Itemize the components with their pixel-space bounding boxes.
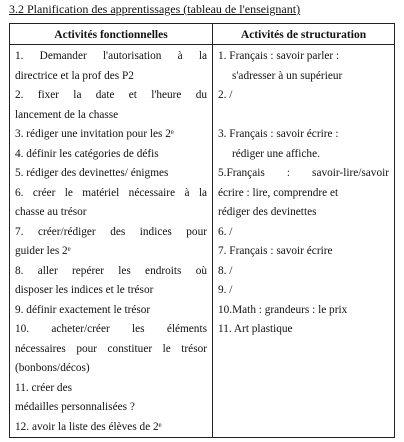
item-line: lancement de la chasse bbox=[15, 108, 119, 121]
list-item bbox=[15, 86, 207, 125]
item-line: 3. Français : savoir écrire : bbox=[218, 128, 339, 140]
column-header-functional: Activités fonctionnelles bbox=[10, 24, 213, 45]
list-item bbox=[15, 301, 207, 321]
item-line: guider les 2ᵉ bbox=[15, 245, 71, 257]
item-line: 3. rédiger une invitation pour les 2ᵉ bbox=[15, 128, 174, 140]
list-item bbox=[15, 223, 207, 262]
list-item bbox=[15, 262, 207, 301]
item-line: 9. définir exactement le trésor bbox=[15, 303, 151, 316]
item-line: chasse au trésor bbox=[15, 206, 87, 218]
item-line: disposer les indices et le trésor bbox=[15, 284, 154, 296]
item-line: 5. rédiger des devinettes/ énigmes bbox=[15, 167, 169, 179]
item-line: directrice et la prof des P2 bbox=[15, 69, 134, 82]
item-line: nécessaires pour constituer le trésor bbox=[15, 342, 207, 355]
item-line: 12. avoir la liste des élèves de 2ᵉ bbox=[15, 420, 162, 433]
list-item bbox=[15, 125, 207, 145]
item-line: 10.Math : grandeurs : le prix bbox=[218, 303, 348, 316]
item-line: 7. Français : savoir écrire bbox=[218, 245, 333, 257]
table-header-row bbox=[10, 24, 395, 45]
list-item bbox=[218, 281, 389, 301]
item-line: 2. / bbox=[218, 89, 233, 101]
item-line: 8. aller repérer les endroits où bbox=[15, 264, 207, 277]
list-item bbox=[15, 184, 207, 223]
item-line: 4. définir les catégories de défis bbox=[15, 147, 159, 160]
item-line: 8. / bbox=[218, 264, 233, 277]
page-title: 3.2 Planification des apprentissages (tableau de l'enseignant) bbox=[9, 2, 301, 16]
item-line: 7. créer/rédiger des indices pour bbox=[15, 225, 207, 238]
item-line: rédiger des devinettes bbox=[218, 206, 317, 218]
item-line: médailles personnalisées ? bbox=[15, 401, 135, 413]
item-line: 1. Français : savoir parler : bbox=[218, 50, 340, 62]
list-item bbox=[218, 47, 389, 86]
list-item bbox=[218, 125, 389, 164]
list-item bbox=[15, 145, 207, 165]
item-line: s'adresser à un supérieur bbox=[232, 69, 343, 82]
item-line: écrire : lire, comprendre et bbox=[218, 186, 339, 199]
structuration-activities-cell bbox=[213, 45, 395, 438]
planning-table bbox=[9, 23, 395, 438]
list-item bbox=[15, 320, 207, 379]
item-line: 6. créer le matériel nécessaire à la bbox=[15, 186, 207, 199]
item-line: 5.Français : savoir-lire/savoir bbox=[218, 167, 389, 179]
functional-activities-cell bbox=[10, 45, 213, 438]
list-item bbox=[15, 47, 207, 86]
list-item bbox=[15, 379, 207, 418]
item-line: 6. / bbox=[218, 225, 233, 238]
item-line: (bonbons/décos) bbox=[15, 362, 90, 374]
list-item bbox=[218, 242, 389, 262]
list-item bbox=[218, 301, 389, 321]
item-line: 10. acheter/créer les éléments bbox=[15, 323, 207, 335]
list-item bbox=[15, 418, 207, 438]
item-line: 1. Demander l'autorisation à la bbox=[15, 50, 207, 62]
item-line: 2. fixer la date et l'heure du bbox=[15, 89, 207, 101]
list-item bbox=[218, 262, 389, 282]
item-line: 11. créer des bbox=[15, 381, 72, 394]
list-item bbox=[15, 164, 207, 184]
list-item bbox=[218, 86, 389, 106]
item-line: 9. / bbox=[218, 284, 233, 296]
list-item bbox=[218, 223, 389, 243]
list-item bbox=[218, 320, 389, 340]
item-line: rédiger une affiche. bbox=[232, 147, 320, 160]
table-row bbox=[10, 45, 395, 438]
spacer-line bbox=[218, 106, 389, 126]
list-item bbox=[218, 164, 389, 223]
item-line: 11. Art plastique bbox=[218, 323, 293, 335]
column-header-structuration: Activités de structuration bbox=[213, 24, 395, 45]
